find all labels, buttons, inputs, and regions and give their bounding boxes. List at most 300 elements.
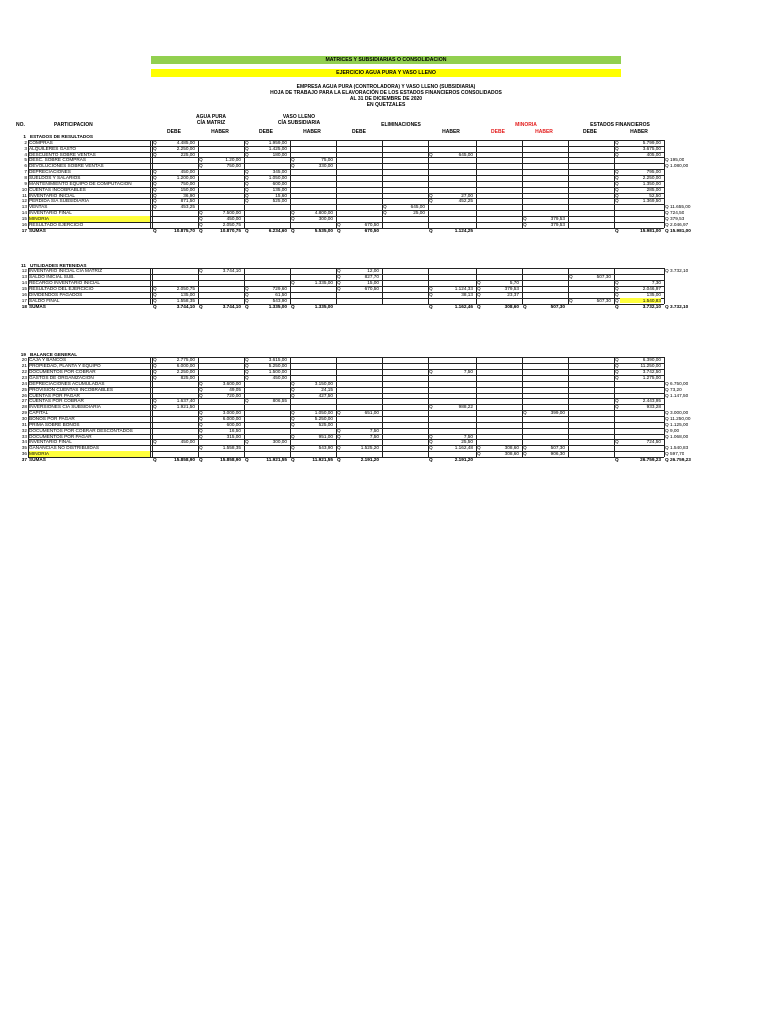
currency-symbol: Q bbox=[615, 174, 619, 180]
currency-symbol: Q bbox=[665, 268, 669, 274]
currency-symbol: Q bbox=[477, 286, 481, 291]
currency-symbol: Q bbox=[291, 280, 295, 286]
currency-symbol: Q bbox=[523, 451, 527, 457]
currency-symbol: Q bbox=[291, 157, 295, 163]
currency-symbol: Q bbox=[199, 445, 203, 451]
amount-cell: 135,00 bbox=[646, 291, 661, 297]
account-name: RESULTADO EJERCICIO bbox=[29, 221, 84, 227]
report-heading-1: EMPRESA AGUA PURA (CONTROLADORA) Y VASO LLENO (SUBSIDIARIA) bbox=[296, 84, 476, 90]
amount-cell: 645,00 bbox=[410, 204, 425, 210]
amount-cell: 3.742,50 bbox=[642, 369, 661, 375]
amount-cell: 379,53 bbox=[504, 286, 519, 291]
account-name: SUELDOS Y SALARIOS bbox=[29, 174, 81, 180]
row-number: 13 bbox=[21, 204, 27, 210]
amount-cell: 225,00 bbox=[180, 151, 195, 157]
currency-symbol: Q bbox=[245, 357, 249, 363]
account-name: INVERSIONES CIA SUBSIDIARIA bbox=[29, 404, 101, 410]
currency-symbol: Q bbox=[615, 357, 619, 363]
row-number: 24 bbox=[21, 380, 27, 386]
account-name: PERDIDA S/A SUBSIDIARIA bbox=[29, 198, 90, 204]
column-divider bbox=[568, 268, 569, 303]
amount-cell: 2.191,20 bbox=[360, 456, 379, 462]
amount-cell: 450,00 bbox=[180, 169, 195, 175]
account-name: MINORIA bbox=[29, 215, 50, 221]
amount-cell: 1.125,00 bbox=[670, 421, 689, 427]
account-name: DEPRECIACIONES ACUMULADAS bbox=[29, 380, 105, 386]
amount-cell: 25,50 bbox=[461, 439, 473, 445]
amount-cell: 7,50 bbox=[463, 433, 473, 439]
amount-cell: 25,00 bbox=[413, 210, 425, 216]
currency-symbol: Q bbox=[153, 297, 157, 303]
row-number: 5 bbox=[24, 157, 27, 163]
currency-symbol: Q bbox=[665, 421, 669, 427]
currency-symbol: Q bbox=[615, 186, 619, 192]
currency-symbol: Q bbox=[291, 163, 295, 169]
amount-cell: 75,00 bbox=[321, 157, 333, 163]
currency-symbol: Q bbox=[665, 163, 669, 169]
currency-symbol: Q bbox=[199, 421, 203, 427]
amount-cell: 7.500,00 bbox=[222, 210, 241, 216]
amount-cell: 16,50 bbox=[229, 427, 241, 433]
header-sub-1: VASO LLENO bbox=[282, 114, 316, 120]
currency-symbol: Q bbox=[615, 192, 619, 198]
currency-symbol: Q bbox=[199, 410, 203, 416]
amount-cell: 3.000,00 bbox=[670, 410, 689, 416]
row-number: 29 bbox=[21, 410, 27, 416]
section-number: 11 bbox=[21, 262, 26, 268]
account-name: VENTAS bbox=[29, 204, 48, 210]
header-debe-elim: DEBE bbox=[352, 129, 366, 135]
column-divider bbox=[28, 140, 29, 228]
currency-symbol: Q bbox=[199, 268, 203, 274]
currency-symbol: Q bbox=[337, 274, 341, 280]
section-title: UTILIDADES RETENIDAS bbox=[30, 262, 87, 268]
account-name: SUMAS bbox=[29, 303, 46, 309]
amount-cell: 1.335,00 bbox=[314, 280, 333, 286]
account-name: CUENTAS POR COBRAR bbox=[29, 398, 84, 404]
currency-symbol: Q bbox=[429, 404, 433, 410]
currency-symbol: Q bbox=[199, 380, 203, 386]
amount-cell: 427,50 bbox=[318, 392, 333, 398]
amount-cell: 597,70 bbox=[670, 451, 685, 457]
amount-cell: 10.875,70 bbox=[174, 227, 195, 233]
amount-cell: 4.800,00 bbox=[314, 210, 333, 216]
column-divider bbox=[198, 140, 199, 228]
column-divider bbox=[382, 357, 383, 456]
account-name: CUENTAS POR PAGAR bbox=[29, 392, 80, 398]
currency-symbol: Q bbox=[665, 210, 669, 216]
amount-cell: 379,53 bbox=[670, 215, 685, 221]
row-number: 8 bbox=[24, 174, 27, 180]
column-divider bbox=[428, 268, 429, 303]
header-no: NO. bbox=[16, 122, 25, 128]
column-divider bbox=[382, 140, 383, 228]
amount-cell: 11.921,55 bbox=[266, 456, 287, 462]
amount-cell: 27,00 bbox=[461, 192, 473, 198]
column-divider bbox=[568, 357, 569, 456]
header-haber-elim: HABER bbox=[442, 129, 460, 135]
currency-symbol: Q bbox=[665, 303, 669, 309]
account-name: RECARGO INVENTARIO INICIAL bbox=[29, 280, 101, 286]
currency-symbol: Q bbox=[665, 227, 669, 233]
row-number: 23 bbox=[21, 375, 27, 380]
column-divider bbox=[198, 357, 199, 456]
column-divider bbox=[614, 357, 615, 456]
currency-symbol: Q bbox=[291, 215, 295, 221]
row-number: 6 bbox=[24, 163, 27, 169]
amount-cell: 405,00 bbox=[646, 151, 661, 157]
account-name: PROPIEDAD, PLANTA Y EQUIPO bbox=[29, 363, 101, 369]
account-name: CAJA Y BANCOS bbox=[29, 357, 67, 363]
currency-symbol: Q bbox=[153, 398, 157, 404]
column-divider bbox=[244, 268, 245, 303]
sheet-title: MATRICES Y SUBSIDIARIAS O CONSOLIDACION bbox=[325, 57, 447, 63]
amount-cell: 906,30 bbox=[550, 451, 565, 457]
currency-symbol: Q bbox=[337, 268, 341, 274]
amount-cell: 52,50 bbox=[649, 192, 661, 198]
amount-cell: 7,30 bbox=[651, 280, 661, 286]
currency-symbol: Q bbox=[199, 392, 203, 398]
header-haber-estados: HABER bbox=[630, 129, 648, 135]
amount-cell: 1.068,00 bbox=[670, 433, 689, 439]
section-title: ESTADOS DE RESULTADOS bbox=[30, 134, 94, 139]
amount-cell: 150,00 bbox=[180, 186, 195, 192]
column-divider bbox=[614, 140, 615, 228]
column-divider bbox=[290, 268, 291, 303]
currency-symbol: Q bbox=[665, 204, 669, 210]
currency-symbol: Q bbox=[615, 198, 619, 204]
amount-cell: 308,60 bbox=[504, 445, 519, 451]
account-name: PRIMA SOBRE BONOS bbox=[29, 421, 80, 427]
amount-cell: 795,00 bbox=[646, 169, 661, 175]
amount-cell: 7,50 bbox=[369, 433, 379, 439]
currency-symbol: Q bbox=[291, 227, 295, 233]
currency-symbol: Q bbox=[291, 303, 295, 309]
row-number: 16 bbox=[21, 291, 27, 297]
amount-cell: 2.050,75 bbox=[176, 286, 195, 291]
currency-symbol: Q bbox=[569, 297, 573, 303]
amount-cell: 2.250,00 bbox=[176, 369, 195, 375]
amount-cell: 1.525,20 bbox=[360, 445, 379, 451]
column-divider bbox=[522, 268, 523, 303]
amount-cell: 724,50 bbox=[646, 439, 661, 445]
account-name: RESULTADO DEL EJERCICIO bbox=[29, 286, 94, 291]
currency-symbol: Q bbox=[245, 375, 249, 380]
amount-cell: 670,50 bbox=[364, 227, 379, 233]
amount-cell: 507,30 bbox=[596, 297, 611, 303]
currency-symbol: Q bbox=[665, 456, 669, 462]
row-number: 13 bbox=[21, 274, 27, 280]
column-divider bbox=[476, 357, 477, 456]
header-participacion: PARTICIPACION bbox=[54, 122, 93, 128]
currency-symbol: Q bbox=[245, 297, 249, 303]
row-number: 2 bbox=[24, 139, 27, 145]
account-name: ALQUILERES GASTO bbox=[29, 145, 77, 151]
column-divider bbox=[568, 140, 569, 228]
column-divider bbox=[290, 140, 291, 228]
amount-cell: 1.124,33 bbox=[454, 286, 473, 291]
amount-cell: 6.234,60 bbox=[268, 227, 287, 233]
amount-cell: 724,50 bbox=[670, 210, 685, 216]
amount-cell: 1.558,35 bbox=[176, 297, 195, 303]
currency-symbol: Q bbox=[477, 451, 481, 457]
amount-cell: 750,00 bbox=[180, 180, 195, 186]
currency-symbol: Q bbox=[245, 169, 249, 175]
column-divider bbox=[664, 357, 665, 456]
amount-cell: 2.443,95 bbox=[642, 398, 661, 404]
currency-symbol: Q bbox=[337, 456, 341, 462]
currency-symbol: Q bbox=[291, 392, 295, 398]
amount-cell: 135,00 bbox=[272, 186, 287, 192]
header-minoria: MINORIA bbox=[515, 122, 537, 128]
amount-cell: 600,00 bbox=[272, 180, 287, 186]
account-name: GASTOS DE ORGANIZACION bbox=[29, 375, 94, 380]
amount-cell: 15.858,90 bbox=[174, 456, 195, 462]
amount-cell: 525,00 bbox=[272, 198, 287, 204]
currency-symbol: Q bbox=[429, 445, 433, 451]
currency-symbol: Q bbox=[615, 139, 619, 145]
currency-symbol: Q bbox=[523, 303, 527, 309]
currency-symbol: Q bbox=[665, 221, 669, 227]
amount-cell: 1.335,00 bbox=[268, 303, 287, 309]
currency-symbol: Q bbox=[337, 280, 341, 286]
row-number: 18 bbox=[21, 303, 27, 309]
currency-symbol: Q bbox=[615, 303, 619, 309]
amount-cell: 827,70 bbox=[364, 274, 379, 280]
currency-symbol: Q bbox=[153, 439, 157, 445]
amount-cell: 1.959,00 bbox=[268, 139, 287, 145]
currency-symbol: Q bbox=[337, 445, 341, 451]
currency-symbol: Q bbox=[383, 210, 387, 216]
currency-symbol: Q bbox=[153, 286, 157, 291]
amount-cell: 11.250,00 bbox=[670, 415, 691, 421]
account-name: MINORIA bbox=[29, 451, 50, 457]
amount-cell: 12,00 bbox=[367, 268, 379, 274]
currency-symbol: Q bbox=[153, 291, 157, 297]
amount-cell: 195,00 bbox=[670, 157, 685, 163]
amount-cell: 24,15 bbox=[321, 386, 333, 392]
currency-symbol: Q bbox=[615, 180, 619, 186]
currency-symbol: Q bbox=[199, 386, 203, 392]
amount-cell: 1.20,00 bbox=[225, 157, 241, 163]
row-number: 37 bbox=[21, 456, 27, 462]
column-divider bbox=[150, 357, 151, 456]
currency-symbol: Q bbox=[153, 169, 157, 175]
column-divider bbox=[428, 140, 429, 228]
row-number: 14 bbox=[21, 210, 27, 216]
header-estados: ESTADOS FINANCIEROS bbox=[590, 122, 650, 128]
amount-cell: 285,00 bbox=[646, 186, 661, 192]
currency-symbol: Q bbox=[199, 433, 203, 439]
account-name: CAPITAL bbox=[29, 410, 49, 416]
currency-symbol: Q bbox=[523, 445, 527, 451]
amount-cell: 951,00 bbox=[318, 433, 333, 439]
column-divider bbox=[28, 357, 29, 456]
amount-cell: 1.080,00 bbox=[670, 163, 689, 169]
currency-symbol: Q bbox=[615, 227, 619, 233]
row-number: 26 bbox=[21, 392, 27, 398]
currency-symbol: Q bbox=[337, 410, 341, 416]
account-name: DIVIDENDOS PAGADOS bbox=[29, 291, 83, 297]
currency-symbol: Q bbox=[153, 363, 157, 369]
amount-cell: 11.250,00 bbox=[640, 363, 661, 369]
amount-cell: 5,70 bbox=[509, 280, 519, 286]
amount-cell: 2.046,97 bbox=[642, 286, 661, 291]
currency-symbol: Q bbox=[153, 227, 157, 233]
currency-symbol: Q bbox=[665, 433, 669, 439]
column-divider bbox=[522, 357, 523, 456]
currency-symbol: Q bbox=[615, 363, 619, 369]
currency-symbol: Q bbox=[153, 151, 157, 157]
amount-cell: 5.799,00 bbox=[642, 139, 661, 145]
currency-symbol: Q bbox=[523, 410, 527, 416]
amount-cell: 525,00 bbox=[318, 421, 333, 427]
amount-cell: 645,00 bbox=[458, 151, 473, 157]
currency-symbol: Q bbox=[337, 227, 341, 233]
amount-cell: 2.775,00 bbox=[176, 357, 195, 363]
account-name: SALDO FINAL bbox=[29, 297, 60, 303]
amount-cell: 825,00 bbox=[180, 375, 195, 380]
currency-symbol: Q bbox=[665, 427, 669, 433]
row-number: 35 bbox=[21, 445, 27, 451]
amount-cell: 453,25 bbox=[180, 204, 195, 210]
currency-symbol: Q bbox=[291, 421, 295, 427]
currency-symbol: Q bbox=[665, 215, 669, 221]
account-name: INVENTARIO FINAL bbox=[29, 210, 72, 216]
currency-symbol: Q bbox=[245, 145, 249, 151]
account-name: SUMAS bbox=[29, 227, 46, 233]
header-haber-sub: HABER bbox=[303, 129, 321, 135]
amount-cell: 330,00 bbox=[318, 163, 333, 169]
currency-symbol: Q bbox=[245, 369, 249, 375]
amount-cell: 1.369,50 bbox=[642, 198, 661, 204]
row-number: 14 bbox=[21, 280, 27, 286]
currency-symbol: Q bbox=[429, 227, 433, 233]
amount-cell: 5.535,00 bbox=[314, 227, 333, 233]
currency-symbol: Q bbox=[245, 286, 249, 291]
column-divider bbox=[244, 357, 245, 456]
currency-symbol: Q bbox=[199, 427, 203, 433]
currency-symbol: Q bbox=[523, 215, 527, 221]
amount-cell: 7,50 bbox=[369, 427, 379, 433]
amount-cell: 308,60 bbox=[504, 303, 519, 309]
amount-cell: 5.250,00 bbox=[314, 415, 333, 421]
currency-symbol: Q bbox=[615, 439, 619, 445]
row-number: 34 bbox=[21, 439, 27, 445]
currency-symbol: Q bbox=[477, 291, 481, 297]
amount-cell: 1.350,00 bbox=[642, 180, 661, 186]
currency-symbol: Q bbox=[199, 456, 203, 462]
amount-cell: 73,20 bbox=[670, 386, 682, 392]
amount-cell: 1.162,46 bbox=[454, 303, 473, 309]
currency-symbol: Q bbox=[153, 192, 157, 198]
amount-cell: 135,00 bbox=[180, 291, 195, 297]
amount-cell: 1.124,25 bbox=[454, 227, 473, 233]
amount-cell: 15.981,00 bbox=[670, 227, 691, 233]
row-number: 25 bbox=[21, 386, 27, 392]
currency-symbol: Q bbox=[245, 227, 249, 233]
amount-cell: 10.870,75 bbox=[220, 227, 241, 233]
column-divider bbox=[150, 140, 151, 228]
header-sub-2: CÍA SUBSIDIARIA bbox=[277, 120, 321, 126]
currency-symbol: Q bbox=[615, 151, 619, 157]
amount-cell: 11.655,00 bbox=[670, 204, 691, 210]
amount-cell: 61,50 bbox=[275, 291, 287, 297]
currency-symbol: Q bbox=[245, 198, 249, 204]
currency-symbol: Q bbox=[199, 215, 203, 221]
amount-cell: 180,00 bbox=[272, 151, 287, 157]
currency-symbol: Q bbox=[291, 380, 295, 386]
column-divider bbox=[336, 357, 337, 456]
currency-symbol: Q bbox=[291, 210, 295, 216]
currency-symbol: Q bbox=[153, 198, 157, 204]
currency-symbol: Q bbox=[291, 410, 295, 416]
row-number: 12 bbox=[21, 198, 27, 204]
amount-cell: 1.335,00 bbox=[314, 303, 333, 309]
currency-symbol: Q bbox=[665, 392, 669, 398]
amount-cell: 600,00 bbox=[226, 421, 241, 427]
currency-symbol: Q bbox=[153, 375, 157, 380]
column-divider bbox=[290, 357, 291, 456]
amount-cell: 3.744,10 bbox=[222, 303, 241, 309]
currency-symbol: Q bbox=[615, 169, 619, 175]
amount-cell: 379,53 bbox=[550, 215, 565, 221]
header-haber-minoria: HABER bbox=[535, 129, 553, 135]
header-matriz-2: CÍA MATRIZ bbox=[196, 120, 226, 126]
currency-symbol: Q bbox=[665, 157, 669, 163]
account-name: COMPRAS bbox=[29, 139, 53, 145]
currency-symbol: Q bbox=[291, 456, 295, 462]
column-divider bbox=[152, 140, 153, 228]
amount-cell: 507,30 bbox=[550, 303, 565, 309]
header-eliminaciones: ELIMINACIONES bbox=[381, 122, 421, 128]
row-number: 28 bbox=[21, 404, 27, 410]
currency-symbol: Q bbox=[245, 456, 249, 462]
amount-cell: 871,50 bbox=[180, 198, 195, 204]
report-heading-4: EN QUETZALES bbox=[366, 102, 406, 108]
amount-cell: 5.250,00 bbox=[268, 363, 287, 369]
amount-cell: 300,00 bbox=[318, 215, 333, 221]
amount-cell: 452,25 bbox=[458, 198, 473, 204]
amount-cell: 38,13 bbox=[461, 291, 473, 297]
column-divider bbox=[152, 357, 153, 456]
amount-cell: 379,53 bbox=[550, 221, 565, 227]
amount-cell: 1.275,00 bbox=[642, 375, 661, 380]
currency-symbol: Q bbox=[429, 439, 433, 445]
section-number: 1 bbox=[23, 134, 26, 139]
amount-cell: 450,00 bbox=[272, 375, 287, 380]
account-name: DESC. SOBRE COMPRAS bbox=[29, 157, 87, 163]
account-name: INVENTARIO INICIAL bbox=[29, 192, 76, 198]
amount-cell: 15.858,90 bbox=[220, 456, 241, 462]
currency-symbol: Q bbox=[245, 439, 249, 445]
header-debe-minoria: DEBE bbox=[491, 129, 505, 135]
currency-symbol: Q bbox=[665, 410, 669, 416]
amount-cell: 1.540,83 bbox=[670, 445, 689, 451]
amount-cell: 345,00 bbox=[272, 169, 287, 175]
column-divider bbox=[522, 140, 523, 228]
row-number: 12 bbox=[21, 268, 27, 274]
amount-cell: 4.485,00 bbox=[176, 139, 195, 145]
amount-cell: 1.162,48 bbox=[454, 445, 473, 451]
amount-cell: 3.675,00 bbox=[642, 145, 661, 151]
amount-cell: 543,90 bbox=[318, 445, 333, 451]
column-divider bbox=[382, 268, 383, 303]
amount-cell: 315,00 bbox=[226, 433, 241, 439]
amount-cell: 49,05 bbox=[229, 386, 241, 392]
amount-cell: 308,60 bbox=[504, 451, 519, 457]
currency-symbol: Q bbox=[245, 291, 249, 297]
